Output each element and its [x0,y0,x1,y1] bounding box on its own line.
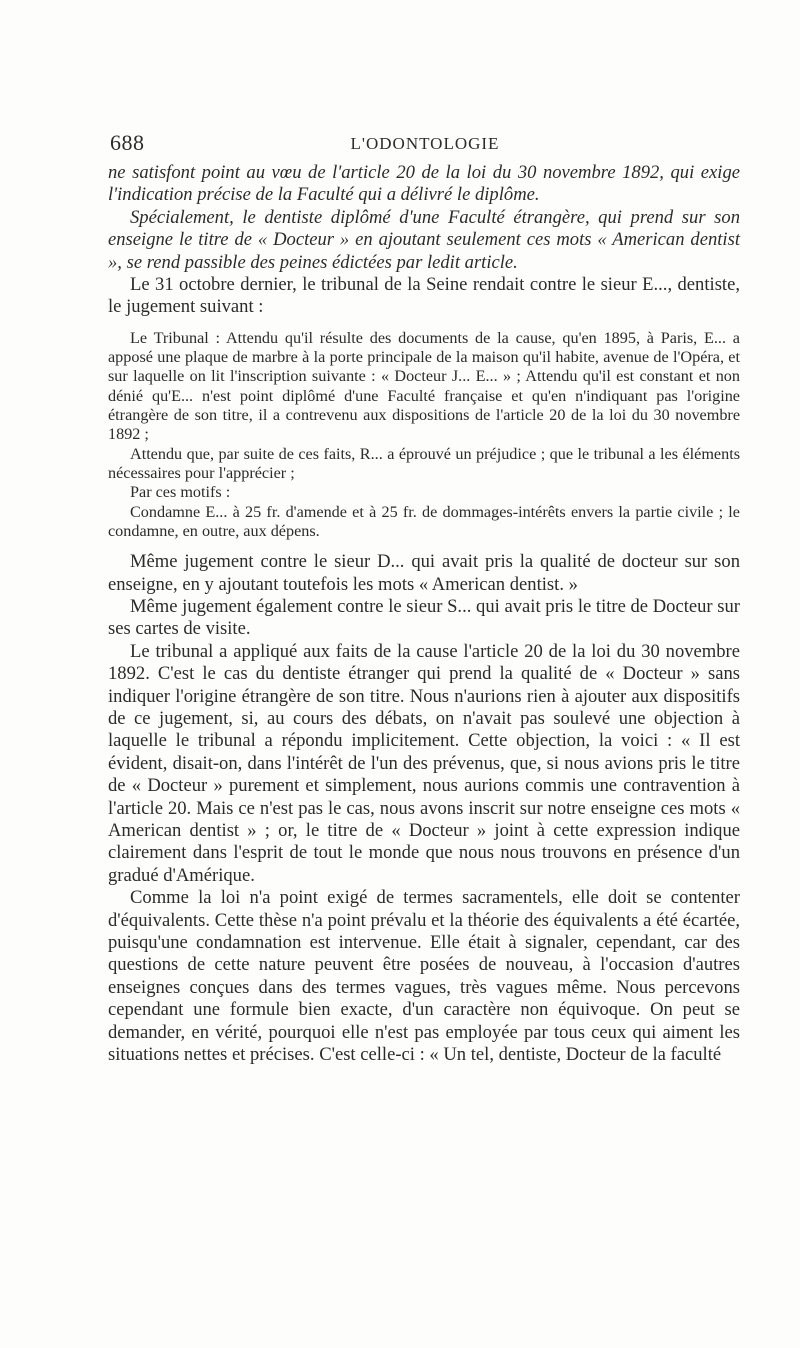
page-number: 688 [110,130,145,155]
quote-paragraph: Attendu que, par suite de ces faits, R... a éprouvé un préjudice ; que le tribunal a les éléments nécessaires pour l'apprécier ; [108,444,740,482]
paragraph-body: Même jugement contre le sieur D... qui avait pris la qualité de docteur sur son enseigne, en y ajoutant toutefois les mots « American dentist. » [108,551,740,595]
paragraph-summary: Spécialement, le dentiste diplômé d'une Faculté étrangère, qui prend sur son enseigne le titre de « Docteur » en ajoutant seulement ces mots « American dentist », se rend passible des peines édictées par ledit article. [108,206,740,273]
judgment-quote [108,329,740,541]
paragraph-body: Le tribunal a appliqué aux faits de la cause l'article 20 de la loi du 30 novembre 1892. C'est le cas du dentiste étranger qui prend la qualité de « Docteur » sans indiquer l'origine étrangère de son titre. Nous n'aurions rien à ajouter aux dispositifs de ce jugement, si, au cours des débats, on n'avait pas soulevé une objection à laquelle le tribunal a répondu implicitement. Cette objection, la voici : « Il est évident, disait-on, dans l'intérêt de l'un des prévenus, que, si nous avions pris le titre de « Docteur » purement et simplement, nous aurions commis une contravention à l'article 20. Mais ce n'est pas le cas, nous avons inscrit sur notre enseigne ces mots « American dentist » ; or, le titre de « Docteur » joint à cette expression indique clairement dans l'esprit de tout le monde que nous nous trouvons en présence d'un gradué d'Amérique. [108,640,740,886]
paragraph-summary-continuation: ne satisfont point au vœu de l'article 20 de la loi du 30 novembre 1892, qui exige l'indication précise de la Faculté qui a délivré le diplôme. [108,162,740,206]
quote-paragraph: Condamne E... à 25 fr. d'amende et à 25 fr. de dommages-intérêts envers la partie civile ; le condamne, en outre, aux dépens. [108,502,740,540]
paragraph-body: Même jugement également contre le sieur S... qui avait pris le titre de Docteur sur ses cartes de visite. [108,595,740,640]
running-title: L'ODONTOLOGIE [350,134,500,153]
quote-paragraph: Le Tribunal : Attendu qu'il résulte des documents de la cause, qu'en 1895, à Paris, E... a apposé une plaque de marbre à la porte principale de la maison qu'il habite, avenue de l'Opéra, et sur laquelle on lit l'inscription suivante : « Docteur J... E... » ; Attendu qu'il est constant et non dénié qu'E... n'est point diplômé d'une Faculté française et qu'en n'indiquant pas l'origine étrangère de son titre, il a contrevenu aux dispositions de l'article 20 de la loi du 30 novembre 1892 ; [108,328,740,444]
paragraph-intro: Le 31 octobre dernier, le tribunal de la Seine rendait contre le sieur E..., dentiste, le jugement suivant : [108,274,740,318]
quote-paragraph: Par ces motifs : [130,483,231,502]
paragraph-body: Comme la loi n'a point exigé de termes sacramentels, elle doit se contenter d'équivalents. Cette thèse n'a point prévalu et la théorie des équivalents a été écartée, puisqu'une condamnation est intervenue. Elle était à signaler, cependant, car des questions de cette nature peuvent être posées de nouveau, à l'occasion d'autres enseignes conçues dans des termes vagues, très vagues même. Nous percevons cependant une formule bien exacte, d'un caractère non équivoque. On peut se demander, en vérité, pourquoi elle n'est pas employée par tous ceux qui aiment les situations nettes et précises. C'est celle-ci : « Un tel, dentiste, Docteur de la faculté [108,887,740,1066]
page-header [110,130,740,160]
page-body [108,162,740,1066]
